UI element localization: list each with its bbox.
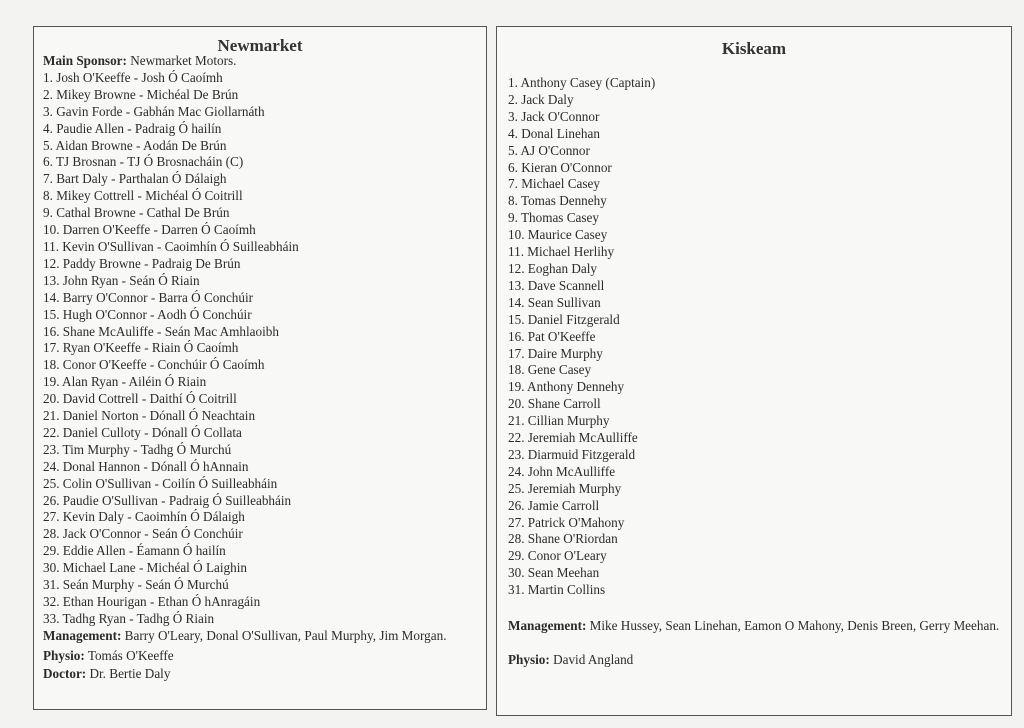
player-item: 11. Kevin O'Sullivan - Caoimhín Ó Suilleabháin bbox=[43, 238, 299, 254]
player-item: 27. Kevin Daly - Caoimhín Ó Dálaigh bbox=[43, 509, 245, 525]
player-item: 29. Conor O'Leary bbox=[508, 548, 607, 564]
player-item: 21. Daniel Norton - Dónall Ó Neachtain bbox=[43, 408, 256, 424]
newmarket-panel bbox=[33, 26, 487, 710]
player-item: 10. Darren O'Keeffe - Darren Ó Caoímh bbox=[43, 222, 256, 238]
player-item: 9. Cathal Browne - Cathal De Brún bbox=[43, 205, 230, 221]
player-item: 8. Mikey Cottrell - Michéal Ó Coitrill bbox=[43, 188, 243, 204]
newmarket-management bbox=[43, 628, 478, 645]
player-item: 11. Michael Herlihy bbox=[508, 244, 615, 260]
newmarket-physio bbox=[43, 648, 478, 665]
player-item: 10. Maurice Casey bbox=[508, 227, 608, 243]
player-item: 26. Jamie Carroll bbox=[508, 497, 600, 513]
kiskeam-physio bbox=[508, 652, 1003, 669]
newmarket-doctor bbox=[43, 666, 478, 683]
player-item: 14. Barry O'Connor - Barra Ó Conchúir bbox=[43, 289, 254, 305]
player-item: 16. Pat O'Keeffe bbox=[508, 328, 596, 344]
player-item: 31. Seán Murphy - Seán Ó Murchú bbox=[43, 577, 229, 593]
kiskeam-panel bbox=[496, 26, 1012, 716]
player-item: 24. John McAulliffe bbox=[508, 463, 616, 479]
player-item: 25. Jeremiah Murphy bbox=[508, 480, 622, 496]
player-item: 20. David Cottrell - Daithí Ó Coitrill bbox=[43, 391, 237, 407]
player-item: 18. Conor O'Keeffe - Conchúir Ó Caoímh bbox=[43, 357, 265, 373]
player-item: 2. Mikey Browne - Michéal De Brún bbox=[43, 86, 239, 102]
player-item: 5. Aidan Browne - Aodán De Brún bbox=[43, 137, 227, 153]
physio-label: Physio: bbox=[508, 652, 550, 667]
player-item: 30. Sean Meehan bbox=[508, 565, 600, 581]
management-label: Management: bbox=[508, 618, 587, 634]
physio-value: David Angland bbox=[553, 652, 634, 667]
player-item: 22. Daniel Culloty - Dónall Ó Collata bbox=[43, 424, 242, 440]
physio-value: Tomás O'Keeffe bbox=[87, 647, 174, 663]
player-item: 1. Anthony Casey (Captain) bbox=[508, 75, 656, 90]
newmarket-player-list bbox=[43, 70, 478, 628]
player-item: 23. Tim Murphy - Tadhg Ó Murchú bbox=[43, 441, 232, 457]
management-value: Mike Hussey, Sean Linehan, Eamon O Mahony, Denis Breen, Gerry Meehan. bbox=[589, 618, 1000, 634]
player-item: 28. Shane O'Riordan bbox=[508, 531, 618, 547]
newmarket-title: Newmarket bbox=[217, 36, 303, 55]
player-item: 18. Gene Casey bbox=[508, 362, 592, 378]
player-item: 1. Josh O'Keeffe - Josh Ó Caoímh bbox=[43, 69, 223, 85]
player-item: 14. Sean Sullivan bbox=[508, 294, 601, 310]
player-item: 12. Eoghan Daly bbox=[508, 260, 597, 276]
doctor-value: Dr. Bertie Daly bbox=[89, 665, 171, 681]
player-item: 4. Paudie Allen - Padraig Ó hailín bbox=[43, 120, 222, 136]
player-item: 23. Diarmuid Fitzgerald bbox=[508, 446, 636, 462]
player-item: 30. Michael Lane - Michéal Ó Laighin bbox=[43, 560, 247, 576]
kiskeam-content bbox=[508, 75, 1003, 669]
kiskeam-title: Kiskeam bbox=[721, 39, 787, 58]
player-item: 31. Martin Collins bbox=[508, 582, 606, 598]
player-item: 17. Daire Murphy bbox=[508, 345, 603, 361]
player-item: 33. Tadhg Ryan - Tadhg Ó Riain bbox=[43, 610, 215, 626]
player-item: 21. Cillian Murphy bbox=[508, 413, 610, 429]
player-item: 15. Daniel Fitzgerald bbox=[508, 311, 620, 327]
player-item: 16. Shane McAuliffe - Seán Mac Amhlaoibh bbox=[43, 323, 279, 339]
player-item: 19. Anthony Dennehy bbox=[508, 379, 625, 395]
sponsor-label: Main Sponsor: bbox=[43, 53, 127, 68]
player-item: 20. Shane Carroll bbox=[508, 396, 601, 412]
newmarket-content bbox=[43, 53, 478, 683]
player-item: 22. Jeremiah McAulliffe bbox=[508, 430, 638, 446]
player-item: 7. Michael Casey bbox=[508, 176, 600, 192]
player-item: 9. Thomas Casey bbox=[508, 210, 599, 226]
player-item: 25. Colin O'Sullivan - Coilín Ó Suilleabháin bbox=[43, 475, 278, 491]
doctor-label: Doctor: bbox=[43, 665, 87, 681]
player-item: 32. Ethan Hourigan - Ethan Ó hAnragáin bbox=[43, 594, 261, 609]
main-sponsor bbox=[43, 53, 478, 70]
player-item: 19. Alan Ryan - Ailéin Ó Riain bbox=[43, 374, 207, 390]
player-item: 5. AJ O'Connor bbox=[508, 142, 590, 158]
sponsor-value: Newmarket Motors. bbox=[130, 53, 237, 68]
player-item: 2. Jack Daly bbox=[508, 91, 574, 107]
player-item: 13. John Ryan - Seán Ó Riain bbox=[43, 272, 200, 288]
player-item: 7. Bart Daly - Parthalan Ó Dálaigh bbox=[43, 171, 227, 187]
player-item: 24. Donal Hannon - Dónall Ó hAnnain bbox=[43, 458, 249, 474]
player-item: 12. Paddy Browne - Padraig De Brún bbox=[43, 255, 241, 271]
management-label: Management: bbox=[43, 627, 122, 643]
player-item: 3. Jack O'Connor bbox=[508, 108, 600, 124]
kiskeam-player-list bbox=[508, 75, 1003, 599]
player-item: 26. Paudie O'Sullivan - Padraig Ó Suilleabháin bbox=[43, 492, 292, 508]
physio-label: Physio: bbox=[43, 647, 85, 663]
player-item: 15. Hugh O'Connor - Aodh Ó Conchúir bbox=[43, 306, 252, 322]
player-item: 8. Tomas Dennehy bbox=[508, 193, 607, 209]
player-item: 6. Kieran O'Connor bbox=[508, 159, 612, 175]
player-item: 29. Eddie Allen - Éamann Ó hailín bbox=[43, 543, 226, 559]
player-item: 28. Jack O'Connor - Seán Ó Conchúir bbox=[43, 526, 243, 542]
player-item: 4. Donal Linehan bbox=[508, 125, 600, 141]
kiskeam-management bbox=[508, 618, 1003, 635]
player-item: 3. Gavin Forde - Gabhán Mac Giollarnáth bbox=[43, 103, 265, 119]
player-item: 6. TJ Brosnan - TJ Ó Brosnacháin (C) bbox=[43, 154, 244, 170]
player-item: 27. Patrick O'Mahony bbox=[508, 514, 625, 530]
player-item: 17. Ryan O'Keeffe - Riain Ó Caoímh bbox=[43, 340, 239, 356]
player-item: 13. Dave Scannell bbox=[508, 277, 605, 293]
management-value: Barry O'Leary, Donal O'Sullivan, Paul Murphy, Jim Morgan. bbox=[124, 627, 447, 643]
